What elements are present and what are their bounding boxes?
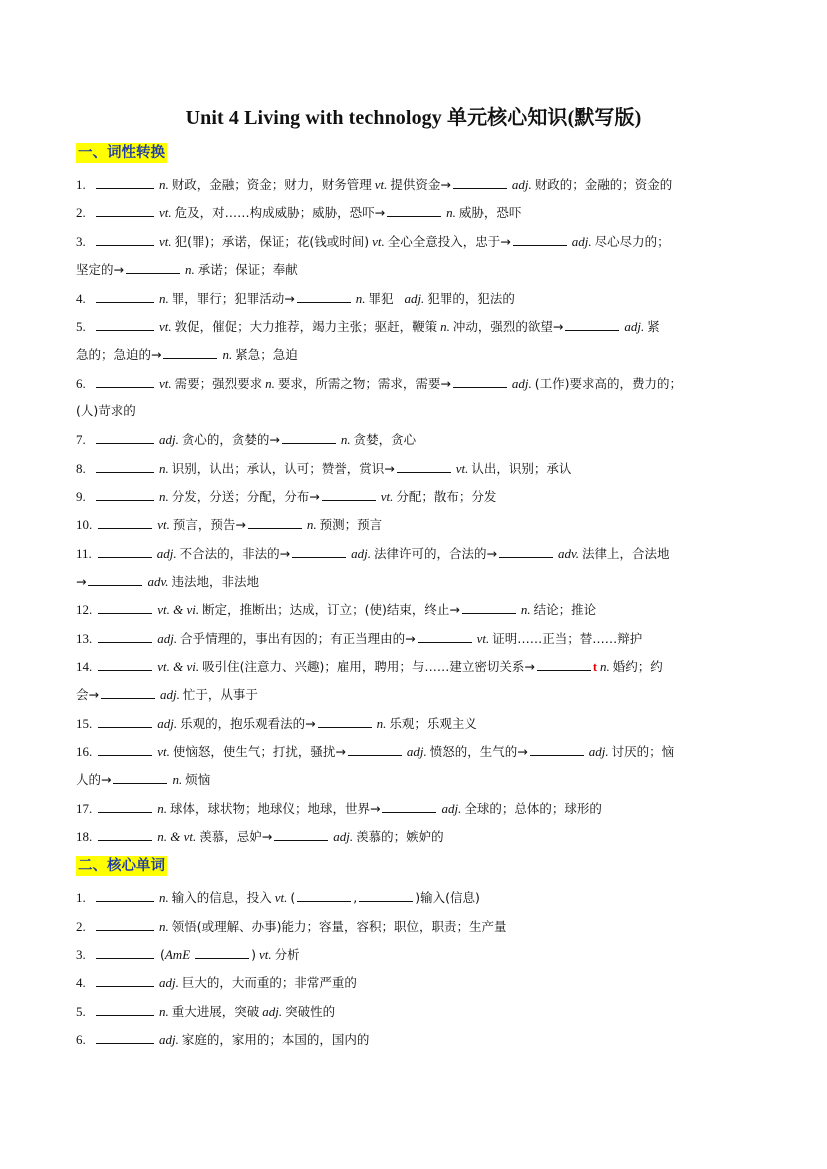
definition: 犯(罪)；承诺，保证；花(钱或时间) <box>174 234 370 249</box>
answer-blank[interactable] <box>96 1003 154 1016</box>
part-of-speech: n. & vt. <box>157 829 197 844</box>
definition: 急的；急迫的→ <box>76 347 162 362</box>
list-item-continuation <box>76 573 756 590</box>
answer-blank[interactable] <box>98 630 152 643</box>
definition: 预言，预告→ <box>172 517 246 532</box>
item-number: 2. <box>76 919 86 934</box>
part-of-speech: n. <box>184 262 195 277</box>
list-item <box>76 375 756 392</box>
definition: 冲动，强烈的欲望→ <box>452 319 564 334</box>
item-number: 16. <box>76 744 93 759</box>
part-of-speech: adj. <box>156 546 177 561</box>
item-number: 3. <box>76 947 86 962</box>
part-of-speech: n. <box>446 205 456 220</box>
part-of-speech: vt. <box>157 744 170 759</box>
part-of-speech: n. <box>158 291 169 306</box>
item-number: 12. <box>76 602 93 617</box>
definition: 财政，金融；资金；财力，财务管理 <box>171 177 372 192</box>
part-of-speech: n. <box>376 716 387 731</box>
answer-blank[interactable] <box>96 946 154 959</box>
list-item <box>76 715 756 732</box>
list-item <box>76 800 756 817</box>
definition: 全球的；总体的；球形的 <box>464 801 602 816</box>
item-number: 6. <box>76 376 86 391</box>
answer-blank[interactable] <box>418 630 472 643</box>
definition: 合乎情理的，事出有因的；有正当理由的→ <box>180 631 416 646</box>
list-item <box>76 1003 756 1020</box>
answer-blank[interactable] <box>96 375 154 388</box>
definition: 要求，所需之物；需求，需要→ <box>277 376 451 391</box>
definition: 断定，推断出；达成，订立；(使)结束，终止→ <box>202 602 460 617</box>
list-item <box>76 658 756 675</box>
paren-open: ( <box>290 890 296 905</box>
part-of-speech: adj. <box>157 716 178 731</box>
answer-blank[interactable] <box>96 233 154 246</box>
list-item-continuation <box>76 403 756 419</box>
part-of-speech: n. <box>222 347 233 362</box>
definition: 乐观的，抱乐观看法的→ <box>180 716 316 731</box>
definition: 坚定的→ <box>76 262 124 277</box>
part-of-speech: vt. <box>158 234 172 249</box>
definition: 结论；推论 <box>533 602 597 617</box>
answer-blank[interactable] <box>322 488 376 501</box>
answer-blank[interactable] <box>248 516 302 529</box>
definition: 吸引住(注意力、兴趣)；雇用，聘用；与……建立密切关系→ <box>202 659 535 674</box>
list-item <box>76 488 756 505</box>
list-item-continuation <box>76 346 756 363</box>
item-number: 4. <box>76 291 86 306</box>
answer-blank[interactable] <box>96 974 154 987</box>
part-of-speech: vt. & vi. <box>157 659 200 674</box>
part-of-speech: n. <box>265 376 275 391</box>
item-number: 8. <box>76 461 86 476</box>
item-number: 3. <box>76 234 86 249</box>
answer-blank[interactable] <box>565 318 619 331</box>
item-number: 18. <box>76 829 93 844</box>
answer-blank[interactable] <box>499 545 553 558</box>
definition: 贪婪，贪心 <box>353 432 417 447</box>
part-of-speech: n. <box>340 432 351 447</box>
answer-blank[interactable] <box>359 889 413 902</box>
definition: 贪心的，贪婪的→ <box>181 432 280 447</box>
stray-mark: t <box>592 660 598 674</box>
part-of-speech: vt. <box>259 947 272 962</box>
part-of-speech: adj. <box>159 687 180 702</box>
item-number: 1. <box>76 177 86 192</box>
answer-blank[interactable] <box>96 290 154 303</box>
part-of-speech: n. <box>172 772 183 787</box>
answer-blank[interactable] <box>98 658 152 671</box>
answer-blank[interactable] <box>397 460 451 473</box>
item-number: 2. <box>76 205 86 220</box>
definition: 领悟(或理解、办事)能力；容量，容积；职位，职责；生产量 <box>171 919 507 934</box>
answer-blank[interactable] <box>513 233 567 246</box>
item-number: 4. <box>76 975 86 990</box>
answer-blank[interactable] <box>382 800 436 813</box>
item-number: 15. <box>76 716 93 731</box>
definition: 证明……正当；替……辩护 <box>492 631 643 646</box>
definition: 罪，罪行；犯罪活动→ <box>171 291 295 306</box>
answer-blank[interactable] <box>126 261 180 274</box>
paren-close: ) <box>251 947 257 962</box>
part-of-speech: n. <box>158 890 169 905</box>
part-of-speech: adj. <box>262 1004 283 1019</box>
part-of-speech: adj. <box>158 1032 179 1047</box>
part-of-speech: n. <box>158 461 169 476</box>
list-item <box>76 204 756 221</box>
definition: 财政的；金融的；资金的 <box>534 177 673 192</box>
part-of-speech: vt. <box>455 461 469 476</box>
definition: 违法地，非法地 <box>171 574 260 589</box>
definition: 危及，对……构成威胁；威胁，恐吓→ <box>174 205 386 220</box>
part-of-speech: n. <box>157 801 167 816</box>
definition: 分析 <box>274 947 300 962</box>
part-of-speech: vt. <box>380 489 394 504</box>
part-of-speech: adj. <box>571 234 592 249</box>
answer-blank[interactable] <box>537 658 591 671</box>
answer-blank[interactable] <box>96 318 154 331</box>
answer-blank[interactable] <box>348 743 402 756</box>
variant-label: AmE <box>164 947 191 962</box>
item-number: 10. <box>76 517 93 532</box>
item-number: 6. <box>76 1032 86 1047</box>
list-item <box>76 1031 756 1048</box>
definition: 不合法的，非法的→ <box>179 546 291 561</box>
definition: 分配；散布；分发 <box>396 489 497 504</box>
definition: 敦促，催促；大力推荐，竭力主张；驱赶，鞭策 <box>174 319 438 334</box>
part-of-speech: vt. <box>157 517 170 532</box>
answer-blank[interactable] <box>318 715 372 728</box>
part-of-speech: vt. <box>476 631 490 646</box>
answer-blank[interactable] <box>98 800 152 813</box>
answer-blank[interactable] <box>96 918 154 931</box>
answer-blank[interactable] <box>96 488 154 501</box>
part-of-speech: vt. <box>374 177 388 192</box>
list-item <box>76 918 756 935</box>
definition: 预测；预言 <box>319 517 383 532</box>
definition: 羡慕，忌妒→ <box>199 829 273 844</box>
definition: 忙于，从事于 <box>182 687 258 702</box>
part-of-speech: vt. & vi. <box>157 602 200 617</box>
part-of-speech: n. <box>158 919 169 934</box>
definition: )输入(信息) <box>415 890 480 905</box>
part-of-speech: adj. <box>588 744 609 759</box>
definition: 提供资金→ <box>390 177 451 192</box>
part-of-speech: adj. <box>511 177 532 192</box>
part-of-speech: vt. <box>158 376 172 391</box>
definition: 罪犯 <box>368 291 394 306</box>
answer-blank[interactable] <box>453 375 507 388</box>
answer-blank[interactable] <box>530 743 584 756</box>
definition: 突破性的 <box>285 1004 336 1019</box>
item-number: 14. <box>76 659 93 674</box>
definition: 重大进展，突破 <box>171 1004 260 1019</box>
definition: 需要；强烈要求 <box>174 376 263 391</box>
definition: → <box>76 574 87 589</box>
list-item <box>76 630 756 647</box>
definition: 烦恼 <box>185 772 211 787</box>
answer-blank[interactable] <box>98 545 152 558</box>
list-item-continuation <box>76 686 756 703</box>
definition: 婚约；约 <box>612 659 663 674</box>
answer-blank[interactable] <box>96 889 154 902</box>
definition: 紧急；急迫 <box>235 347 298 362</box>
list-item <box>76 460 756 477</box>
part-of-speech: vt. <box>372 234 385 249</box>
definition: 全心全意投入，忠于→ <box>387 234 511 249</box>
part-of-speech: vt. <box>158 319 172 334</box>
comma: , <box>353 890 358 905</box>
item-number: 7. <box>76 432 86 447</box>
part-of-speech: n. <box>355 291 366 306</box>
answer-blank[interactable] <box>282 431 336 444</box>
section-heading-word-forms: 一、词性转换 <box>78 145 165 161</box>
definition: 尽心尽力的； <box>594 234 670 249</box>
definition: 犯罪的，犯法的 <box>427 291 515 306</box>
part-of-speech: adj. <box>158 975 179 990</box>
answer-blank[interactable] <box>98 828 152 841</box>
part-of-speech: n. <box>158 1004 169 1019</box>
definition: (人)苛求的 <box>76 403 136 418</box>
definition: 分发，分送；分配，分布→ <box>171 489 320 504</box>
list-item <box>76 516 756 533</box>
part-of-speech: adj. <box>406 744 427 759</box>
definition: 球体，球状物；地球仪；地球，世界→ <box>169 801 381 816</box>
list-item <box>76 601 756 618</box>
list-item <box>76 743 756 760</box>
part-of-speech: n. <box>306 517 317 532</box>
answer-blank[interactable] <box>98 516 152 529</box>
list-item <box>76 176 756 193</box>
list-item <box>76 889 756 906</box>
answer-blank[interactable] <box>113 771 167 784</box>
definition: 巨大的，大而重的；非常严重的 <box>181 975 357 990</box>
definition: 羡慕的；嫉妒的 <box>356 829 444 844</box>
part-of-speech: n. <box>158 177 169 192</box>
answer-blank[interactable] <box>195 946 249 959</box>
definition: 法律上，合法地 <box>582 546 670 561</box>
list-item-continuation <box>76 771 756 788</box>
answer-blank[interactable] <box>96 204 154 217</box>
part-of-speech: n. <box>520 602 531 617</box>
answer-blank[interactable] <box>96 176 154 189</box>
answer-blank[interactable] <box>98 601 152 614</box>
list-item <box>76 946 756 963</box>
section-heading-core-words: 二、核心单词 <box>78 858 165 874</box>
definition: 认出，识别；承认 <box>471 461 572 476</box>
item-number: 5. <box>76 319 86 334</box>
part-of-speech: adj. <box>158 432 179 447</box>
answer-blank[interactable] <box>274 828 328 841</box>
answer-blank[interactable] <box>88 573 142 586</box>
part-of-speech: n. <box>600 659 610 674</box>
definition: 输入的信息，投入 <box>171 890 272 905</box>
answer-blank[interactable] <box>98 743 152 756</box>
list-item <box>76 974 756 991</box>
list-item <box>76 290 756 307</box>
answer-blank[interactable] <box>96 1031 154 1044</box>
list-item <box>76 318 756 335</box>
definition: 乐观；乐观主义 <box>389 716 477 731</box>
definition: 承诺；保证；奉献 <box>197 262 298 277</box>
part-of-speech: adj. <box>624 319 645 334</box>
part-of-speech: n. <box>158 489 169 504</box>
definition: 法律许可的，合法的→ <box>374 546 497 561</box>
item-number: 11. <box>76 546 92 561</box>
part-of-speech: vt. <box>158 205 172 220</box>
part-of-speech: adj. <box>511 376 532 391</box>
part-of-speech: adj. <box>441 801 462 816</box>
answer-blank[interactable] <box>96 431 154 444</box>
answer-blank[interactable] <box>98 715 152 728</box>
definition: 愤怒的，生气的→ <box>429 744 528 759</box>
part-of-speech: adj. <box>157 631 178 646</box>
definition: 人的→ <box>76 772 112 787</box>
definition: 紧 <box>647 319 660 334</box>
answer-blank[interactable] <box>96 460 154 473</box>
item-number: 17. <box>76 801 93 816</box>
list-item-continuation <box>76 261 756 278</box>
definition: 威胁，恐吓 <box>458 205 522 220</box>
part-of-speech: adj. <box>351 546 371 561</box>
answer-blank[interactable] <box>297 290 351 303</box>
answer-blank[interactable] <box>101 686 155 699</box>
list-item <box>76 545 756 562</box>
part-of-speech: adv. <box>557 546 580 561</box>
paren-open: ( <box>159 947 165 962</box>
item-number: 9. <box>76 489 86 504</box>
definition: 会→ <box>76 687 99 702</box>
page-title: Unit 4 Living with technology 单元核心知识(默写版) <box>185 107 642 129</box>
list-item <box>76 233 756 250</box>
definition: 家庭的，家用的；本国的，国内的 <box>181 1032 370 1047</box>
definition: 识别，认出；承认，认可；赞誉，赏识→ <box>171 461 395 476</box>
list-item <box>76 828 756 845</box>
answer-blank[interactable] <box>297 889 351 902</box>
item-number: 5. <box>76 1004 86 1019</box>
part-of-speech: adj. <box>404 291 425 306</box>
part-of-speech: adj. <box>333 829 354 844</box>
answer-blank[interactable] <box>163 346 217 359</box>
part-of-speech: n. <box>440 319 450 334</box>
part-of-speech: adv. <box>147 574 169 589</box>
item-number: 1. <box>76 890 86 905</box>
list-item <box>76 431 756 448</box>
definition: 讨厌的；恼 <box>611 744 675 759</box>
item-number: 13. <box>76 631 93 646</box>
definition: (工作)要求高的，费力的； <box>534 376 683 391</box>
answer-blank[interactable] <box>453 176 507 189</box>
answer-blank[interactable] <box>387 204 441 217</box>
answer-blank[interactable] <box>292 545 346 558</box>
answer-blank[interactable] <box>462 601 516 614</box>
definition: 使恼怒，使生气；打扰，骚扰→ <box>172 744 346 759</box>
part-of-speech: vt. <box>274 890 288 905</box>
